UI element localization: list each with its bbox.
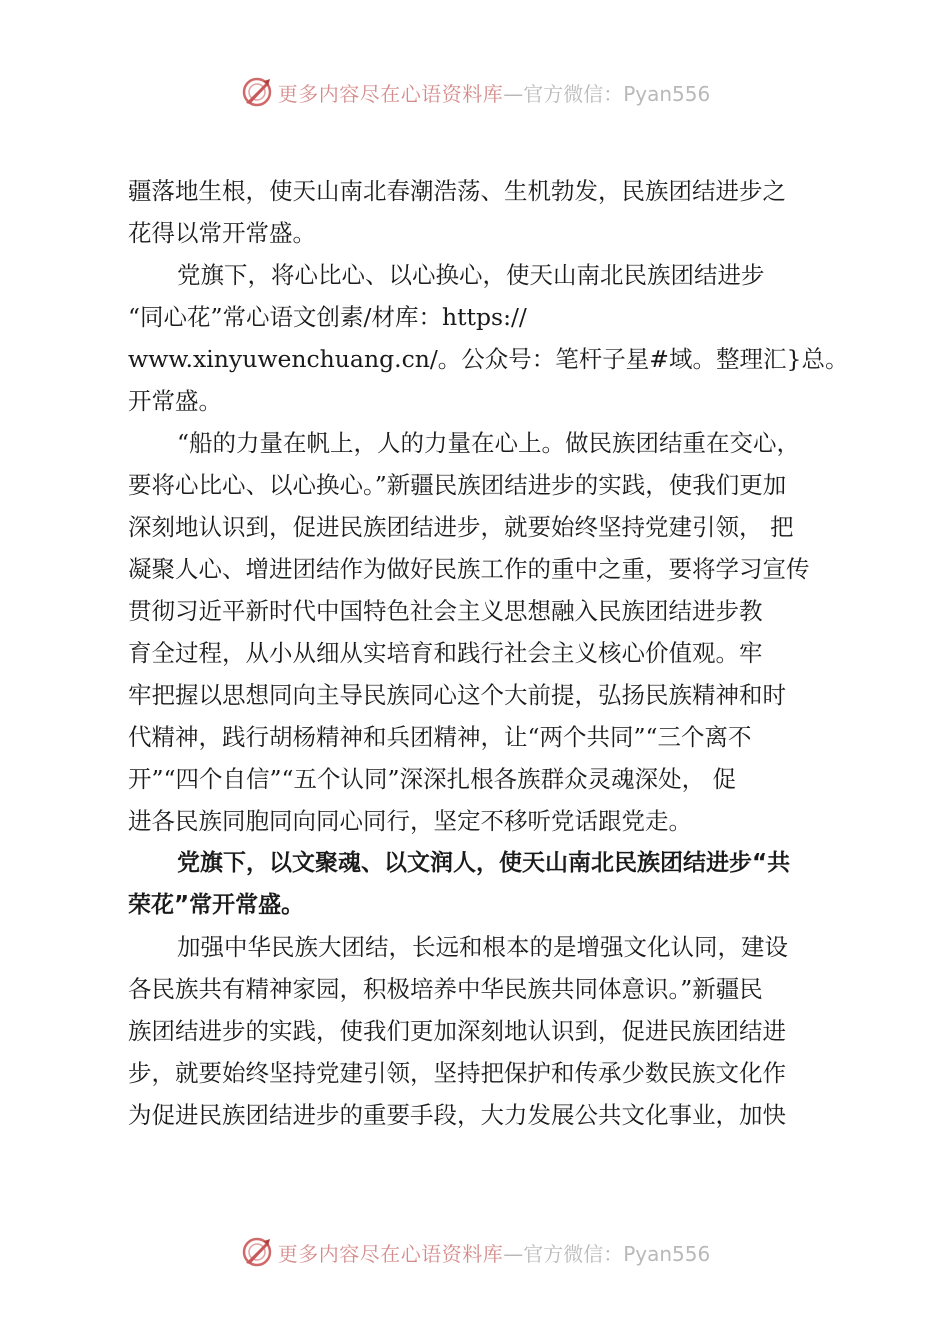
document-body: [128, 170, 858, 1136]
text-line: 步，就要始终坚持党建引领，坚持把保护和传承少数民族文化作: [128, 1059, 786, 1087]
text-line: 为促进民族团结进步的重要手段，大力发展公共文化事业，加快: [128, 1101, 786, 1129]
text-line: 要将心比心、以心换心。”新疆民族团结进步的实践，使我们更加: [128, 471, 787, 499]
footer-title: 更多内容尽在心语资料库: [277, 1241, 504, 1266]
text-line: 进各民族同胞同向同心同行，坚定不移听党话跟党走。: [128, 807, 692, 835]
text-line: “船的力量在帆上，人的力量在心上。做民族团结重在交心，: [177, 429, 801, 457]
text-line: 贯彻习近平新时代中国特色社会主义思想融入民族团结进步教: [128, 597, 763, 625]
quill-logo-icon: [240, 75, 274, 109]
text-line: 疆落地生根，使天山南北春潮浩荡、生机勃发，民族团结进步之: [128, 177, 786, 205]
header-title: 更多内容尽在心语资料库: [277, 81, 504, 106]
footer-banner: [0, 1232, 950, 1272]
text-line: 代精神，践行胡杨精神和兵团精神，让“两个共同”“三个离不: [128, 723, 752, 751]
text-line: 开”“四个自信”“五个认同”深深扎根各族群众灵魂深处， 促: [128, 765, 737, 793]
header-wechat: —官方微信：Pyan556: [503, 81, 711, 106]
text-line: “同心花”常心语文创素/材库：https://: [128, 303, 527, 331]
quill-logo-icon: [240, 1235, 274, 1269]
section-heading-line: 党旗下，以文聚魂、以文润人，使天山南北民族团结进步“共: [177, 850, 791, 876]
text-line: 开常盛。: [128, 387, 222, 415]
text-line: www.xinyuwenchuang.cn/。公众号：笔杆子星#域。整理汇}总。: [128, 345, 849, 373]
text-line: 育全过程，从小从细从实培育和践行社会主义核心价值观。牢: [128, 639, 763, 667]
text-line: 凝聚人心、增进团结作为做好民族工作的重中之重，要将学习宣传: [128, 555, 810, 583]
header-banner: [0, 72, 950, 112]
text-line: 党旗下，将心比心、以心换心，使天山南北民族团结进步: [177, 261, 765, 289]
text-line: 牢把握以思想同向主导民族同心这个大前提，弘扬民族精神和时: [128, 681, 786, 709]
text-line: 花得以常开常盛。: [128, 219, 316, 247]
footer-wechat: —官方微信：Pyan556: [503, 1241, 711, 1266]
text-line: 各民族共有精神家园，积极培养中华民族共同体意识。”新疆民: [128, 975, 763, 1003]
text-line: 加强中华民族大团结，长远和根本的是增强文化认同，建设: [177, 933, 788, 961]
text-line: 深刻地认识到，促进民族团结进步，就要始终坚持党建引领， 把: [128, 513, 794, 541]
text-line: 族团结进步的实践，使我们更加深刻地认识到，促进民族团结进: [128, 1017, 786, 1045]
section-heading-line: 荣花”常开常盛。: [128, 892, 305, 918]
